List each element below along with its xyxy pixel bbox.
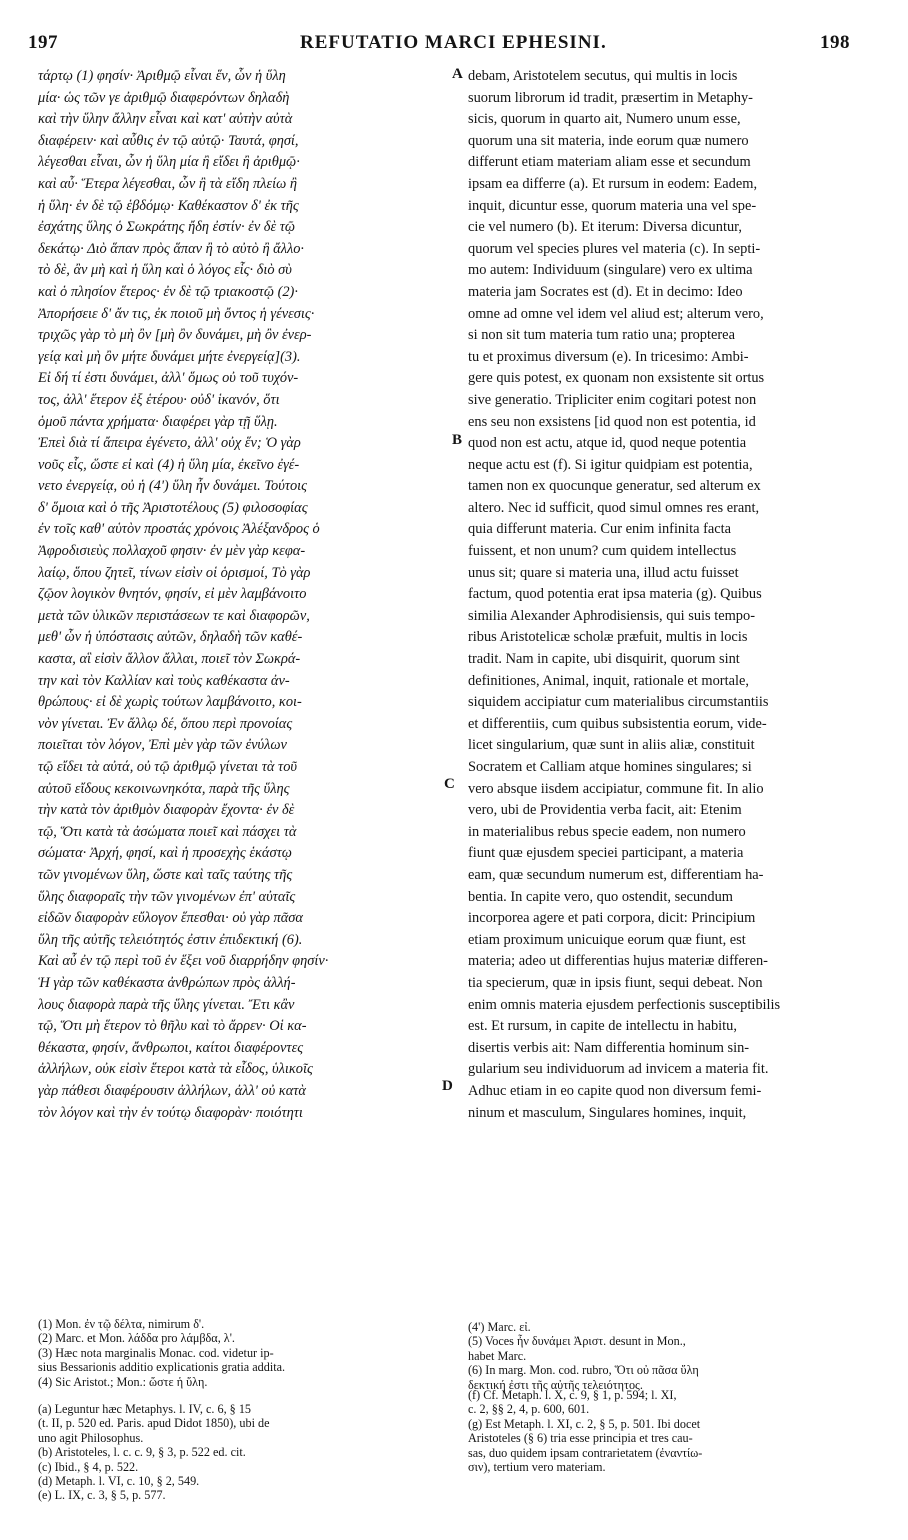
latin-text-line: altero. Nec id sufficit, quod simul omnes res erant,: [468, 499, 760, 516]
greek-text-line: ὕλη τῆς αὐτῆς τελειότητός ἐστιν ἐπιδεκτική (6).: [38, 931, 303, 948]
margin-letter-c: C: [444, 776, 455, 792]
footnote-line: (3) Hæc nota marginalis Monac. cod. videtur ip-: [38, 1345, 274, 1360]
latin-text-line: debam, Aristotelem secutus, qui multis in locis: [468, 68, 738, 84]
latin-text-line: tradit. Nam in capite, ubi disquirit, quorum sint: [468, 651, 740, 668]
latin-text-line: definitiones, Animal, inquit, rationale et mortale,: [468, 672, 749, 689]
latin-text-line: ninum et masculum, Singulares homines, inquit,: [468, 1104, 747, 1121]
margin-letter-b: B: [452, 432, 463, 448]
latin-text-line: enim omnis materia ejusdem perfectionis susceptibilis: [468, 996, 781, 1013]
greek-text-column: [38, 66, 452, 1124]
footnote-line: uno agit Philosophus.: [38, 1430, 144, 1445]
greek-text-line: Εἰ δή τί ἐστι δυνάμει, ἀλλ' ὅμως οὐ τοῦ τυχόν-: [38, 370, 299, 387]
latin-text-line: inquit, dicuntur esse, quorum materia una vel spe-: [468, 197, 757, 214]
page-number-right: 198: [820, 32, 850, 53]
latin-text-line: ribus Aristotelicæ scholæ præfuit, multis in locis: [468, 629, 748, 646]
greek-text-line: ἐσχάτης ὕλης ὁ Σωκράτης ἤδη ἐστίν· ἐν δὲ τῷ: [38, 219, 296, 236]
footnote-line: Aristoteles (§ 6) tria esse principia et tres cau-: [468, 1431, 693, 1446]
greek-text-line: τῷ, Ὅτι μὴ ἕτερον τὸ θῆλυ καὶ τὸ ἄρρεν· Οἱ κα-: [38, 1018, 307, 1035]
footnote-line: c. 2, §§ 2, 4, p. 600, 601.: [468, 1402, 590, 1417]
latin-text-line: omne ad omne vel idem vel aliud est; alterum vero,: [468, 305, 764, 322]
footnote-line: (e) L. IX, c. 3, § 5, p. 577.: [38, 1488, 166, 1503]
greek-text-line: λέγεσθαι εἶναι, ὧν ἡ ὕλη μία ἢ εἴδει ἢ ἀριθμῷ·: [38, 154, 300, 171]
latin-text-line: Adhuc etiam in eo capite quod non diversum femi-: [468, 1082, 762, 1099]
latin-text-line: sicis, quorum in quarto ait, Numero unum esse,: [468, 111, 741, 128]
greek-text-line: τριχῶς γὰρ τὸ μὴ ὂν [μὴ ὂν δυνάμει, μὴ ὂν ἐνερ-: [38, 327, 312, 344]
latin-text-line: siquidem accipiatur cum materialibus circumstantiis: [468, 694, 769, 711]
latin-text-line: ens seu non exsistens [id quod non est potentia, id: [468, 413, 756, 430]
greek-text-line: ποιεῖται τὸν λόγον, Ἐπὶ μὲν γὰρ τῶν ἐνύλων: [38, 737, 287, 754]
greek-text-line: νετο ἐνεργείᾳ, οὐ ἡ (4') ὕλη ἦν δυνάμει. Τούτοις: [38, 478, 308, 495]
margin-letter-d: D: [442, 1078, 453, 1094]
greek-text-line: ὁμοῦ πάντα χρήματα· διαφέρει γὰρ τῇ ὕλῃ.: [38, 413, 278, 430]
footnote-line: (4) Sic Aristot.; Mon.: ὥστε ἡ ὕλη.: [38, 1374, 208, 1389]
greek-text-line: λαίῳ, ὅπου ζητεῖ, τίνων εἰσὶν οἱ ὁρισμοί, Τὸ γὰρ: [38, 564, 311, 581]
page-number-left: 197: [28, 32, 58, 53]
greek-text-line: Ἀφροδισιεὺς πολλαχοῦ φησιν· ἐν μὲν γὰρ κεφα-: [38, 543, 306, 560]
greek-text-line: Ἀπορήσειε δ' ἄν τις, ἐκ ποιοῦ μὴ ὄντος ἡ γένεσις·: [38, 305, 315, 322]
footnote-line: (d) Metaph. l. VI, c. 10, § 2, 549.: [38, 1474, 200, 1489]
latin-text-line: suorum librorum id tradit, præsertim in Metaphy-: [468, 89, 753, 106]
footnote-line: (a) Leguntur hæc Metaphys. l. IV, c. 6, § 15: [38, 1402, 252, 1416]
greek-text-line: μεθ' ὧν ἡ ὑπόστασις αὐτῶν, δηλαδὴ τῶν καθέ-: [38, 629, 303, 646]
greek-text-line: τος, ἀλλ' ἕτερον ἐξ ἑτέρου· οὐδ' ἱκανόν, ὅτι: [38, 391, 280, 408]
greek-text-line: τάρτῳ (1) φησίν· Ἀριθμῷ εἶναι ἕν, ὧν ἡ ὕλη: [38, 68, 286, 84]
greek-text-line: Καὶ αὖ ἐν τῷ περὶ τοῦ ἐν ἕξει νοῦ διαρρήδην φησίν·: [38, 953, 329, 970]
latin-text-line: licet singularium, quæ sunt in aliis aliæ, constituit: [468, 737, 755, 754]
footnote-line: sas, duo quidem ipsam contrarietatem (ἐναντίω-: [468, 1445, 703, 1460]
running-header: [0, 32, 908, 58]
footnote-line: (6) In marg. Mon. cod. rubro, Ὅτι οὐ πᾶσα ὕλη: [468, 1363, 699, 1378]
latin-text-line: tamen non ex quocunque generatur, sed alterum ex: [468, 478, 761, 495]
latin-text-line: Socratem et Calliam atque homines singulares; si: [468, 759, 752, 775]
greek-text-line: δεκάτῳ· Διὸ ἅπαν πρὸς ἅπαν ἢ τὸ αὐτὸ ἢ ἄλλο·: [38, 240, 304, 257]
greek-text-line: τὸ δὲ, ἂν μὴ καὶ ἡ ὕλη καὶ ὁ λόγος εἷς· διὸ σὺ: [38, 262, 292, 279]
footnote-line: (b) Aristoteles, l. c. c. 9, § 3, p. 522 ed. cit.: [38, 1445, 246, 1460]
greek-text-line: καὶ αὖ· Ἕτερα λέγεσθαι, ὧν ἢ τὰ εἴδη πλείω ἢ: [38, 175, 298, 192]
greek-text-line: καστα, αἳ εἰσὶν ἄλλον ἄλλαι, ποιεῖ τὸν Σωκρά-: [38, 651, 301, 668]
latin-text-line: in materialibus rebus specie eadem, non numero: [468, 823, 746, 840]
greek-text-line: διαφέρειν· καὶ αὖθις ἐν τῷ αὐτῷ· Ταυτά, φησί,: [38, 132, 299, 149]
footnote-line: (g) Est Metaph. l. XI, c. 2, § 5, p. 501. Ibi docet: [468, 1416, 701, 1431]
latin-text-column: [468, 66, 868, 1124]
latin-text-line: bentia. In capite vero, quo ostendit, secundum: [468, 888, 733, 905]
greek-text-line: νοῦς εἷς, ὥστε εἰ καὶ (4) ἡ ὕλη μία, ἐκεῖνο ἐγέ-: [38, 456, 300, 473]
greek-text-line: νὸν γίνεται. Ἐν ἄλλῳ δέ, ὅπου περὶ προνοίας: [38, 715, 293, 732]
latin-text-line: eam, quæ secundum numerum est, differentiam ha-: [468, 866, 764, 883]
latin-text-line: si non sit tum materia tum ratio una; propterea: [468, 327, 735, 344]
latin-text-line: etiam proximum unicuique eorum quæ fiunt, est: [468, 931, 746, 948]
greek-text-line: τὸν λόγον καὶ τὴν ἐν τούτῳ διαφορὰν· ποιότητι: [38, 1104, 303, 1121]
latin-text-line: similia Alexander Aphrodisiensis, qui suis tempo-: [468, 607, 755, 624]
footnotes-lettered-left: [38, 1402, 458, 1503]
greek-text-line: Ἡ γὰρ τῶν καθέκαστα ἀνθρώπων πρὸς ἀλλή-: [38, 974, 296, 991]
greek-text-line: δ' ὅμοια καὶ ὁ τῆς Ἀριστοτέλους (5) φιλοσοφίας: [38, 499, 308, 516]
footnote-line: (f) Cf. Metaph. l. X, c. 9, § 1, p. 594; l. XI,: [468, 1388, 677, 1402]
latin-text-line: differunt etiam materiam aliam esse et secundum: [468, 154, 751, 171]
greek-text-line: ὕλης διαφοραῖς τὴν τῶν γινομένων ἐπ' αὐταῖς: [38, 888, 296, 905]
latin-text-line: sive generatio. Tripliciter enim cogitari potest non: [468, 391, 757, 408]
latin-text-line: quia differunt materia. Cur enim infinita facta: [468, 521, 732, 538]
greek-text-line: θρώπους· εἰ δὲ χωρὶς τούτων λαμβάνοιτο, κοι-: [38, 694, 302, 711]
latin-text-line: gularium seu individuorum ad invicem a materia fit.: [468, 1061, 769, 1078]
greek-text-line: καὶ ὁ πλησίον ἕτερος· ἐν δὲ τῷ τριακοστῷ (2)·: [38, 283, 298, 300]
latin-text-line: vero absque iisdem accipiatur, commune fit. In alio: [468, 780, 764, 797]
greek-text-line: τῷ, Ὅτι κατὰ τὰ ἀσώματα ποιεῖ καὶ πάσχει τὰ: [38, 823, 297, 840]
latin-text-line: est. Et rursum, in capite de intellectu in habitu,: [468, 1018, 737, 1035]
greek-text-line: ἀλλήλων, οὐκ εἰσὶν ἕτεροι κατὰ τὰ εἶδος, ὑλικοῖς: [38, 1061, 313, 1078]
footnote-line: (2) Marc. et Mon. λάδδα pro λάμβδα, λ'.: [38, 1331, 235, 1346]
footnotes-greek-numbered-right: [468, 1320, 876, 1392]
greek-text-line: τῶν γινομένων ὕλη, ὥστε καὶ ταῖς ταύτης τῆς: [38, 866, 293, 883]
latin-text-line: ipsam ea differre (a). Et rursum in eodem: Eadem,: [468, 175, 758, 192]
greek-text-line: καὶ τὴν ὕλην ἄλλην εἶναι καὶ κατ' αὐτὴν αὐτὰ: [38, 111, 293, 128]
footnote-line: sius Bessarionis additio explicationis gratia addita.: [38, 1360, 286, 1375]
footnote-line: habet Marc.: [468, 1348, 527, 1363]
latin-text-line: unus sit; quare si materia una, illud actu fuisset: [468, 564, 739, 581]
footnote-line: (5) Voces ἦν δυνάμει Ἀριστ. desunt in Mon.,: [468, 1334, 686, 1349]
footnotes-greek-numbered: [38, 1317, 458, 1389]
footnote-line: (c) Ibid., § 4, p. 522.: [38, 1459, 139, 1474]
footnote-line: (t. II, p. 520 ed. Paris. apud Didot 1850), ubi de: [38, 1416, 270, 1431]
greek-text-line: σώματα· Ἀρχή, φησί, καὶ ἡ προσεχὴς ἑκάστῳ: [38, 845, 292, 862]
latin-text-line: gere quis potest, ex quonam non exsistente sit ortus: [468, 370, 765, 387]
greek-text-line: την καὶ τὸν Καλλίαν καὶ τοὺς καθέκαστα ἀν-: [38, 672, 290, 689]
latin-text-line: mo autem: Individuum (singulare) vero ex ultima: [468, 262, 753, 279]
latin-text-line: tu et proximus diversum (e). In tricesimo: Ambi-: [468, 348, 749, 365]
latin-text-line: quorum vel species plures vel materia (c). In septi-: [468, 240, 761, 257]
latin-text-line: fuissent, et non unum? cum quidem intellectus: [468, 543, 737, 560]
footnote-line: σιν), tertium vero materiam.: [468, 1460, 606, 1475]
greek-text-line: θέκαστα, φησίν, ἄνθρωποι, καίτοι διαφέροντες: [38, 1039, 304, 1056]
latin-text-line: fiunt quæ ejusdem speciei participant, a materia: [468, 845, 744, 862]
greek-text-line: λους διαφορὰ παρὰ τῆς ὕλης γίνεται. Ἔτι κἂν: [38, 996, 295, 1013]
latin-text-line: quod non est actu, atque id, quod neque potentia: [468, 435, 747, 452]
margin-letter-a: A: [452, 66, 463, 82]
latin-text-line: disertis verbis ait: Nam differentia hominum sin-: [468, 1039, 750, 1056]
latin-text-line: et differentiis, cum quibus subsistentia eorum, vide-: [468, 715, 767, 732]
footnotes-lettered-right: [468, 1388, 876, 1474]
greek-text-line: ζῷον λογικὸν θνητόν, φησίν, εἰ μὲν λαμβάνοιτο: [38, 586, 307, 603]
greek-text-line: μία· ὡς τῶν γε ἀριθμῷ διαφερόντων δηλαδὴ: [38, 89, 290, 106]
greek-text-line: γείᾳ καὶ μὴ ὂν μήτε δυνάμει μήτε ἐνεργείᾳ](3).: [38, 348, 301, 365]
footnote-line: δεκτική ἐστι τῆς αὐτῆς τελειότητος.: [468, 1377, 643, 1392]
latin-text-line: neque actu est (f). Si igitur quidpiam est potentia,: [468, 456, 753, 473]
greek-text-line: εἰδῶν διαφορὰν εὔλογον ἕπεσθαι· οὐ γὰρ πᾶσα: [38, 910, 303, 927]
latin-text-line: cie vel numero (b). Et iterum: Diversa dicuntur,: [468, 219, 742, 236]
latin-text-line: vero, ubi de Providentia verba facit, ait: Etenim: [468, 802, 742, 819]
greek-text-line: τῷ εἴδει τὰ αὐτά, οὐ τῷ ἀριθμῷ γίνεται τὰ τοῦ: [38, 759, 297, 775]
latin-text-line: factum, quod potentia erat ipsa materia (g). Quibus: [468, 586, 762, 603]
latin-text-line: materia jam Socrates est (d). Et in decimo: Ideo: [468, 283, 743, 300]
greek-text-line: Ἐπεὶ διὰ τί ἄπειρα ἐγένετο, ἀλλ' οὐχ ἕν; Ὁ γὰρ: [38, 435, 301, 452]
greek-text-line: τὴν κατὰ τὸν ἀριθμὸν διαφορὰν ἔχοντα· ἐν δὲ: [38, 802, 295, 819]
greek-text-line: ἡ ὕλη· ἐν δὲ τῷ ἑβδόμῳ· Καθέκαστον δ' ἐκ τῆς: [38, 197, 299, 214]
footnote-line: (4') Marc. εἰ.: [468, 1320, 531, 1334]
running-title: REFUTATIO MARCI EPHESINI.: [300, 32, 607, 53]
greek-text-line: ἐν τοῖς καθ' αὑτὸν προστάς χρόνοις Ἀλέξανδρος ὁ: [38, 521, 320, 538]
latin-text-line: materia; adeo ut differentias hujus materiæ differen-: [468, 953, 768, 970]
latin-text-line: quorum una sit materia, inde eorum quæ numero: [468, 132, 749, 149]
footnote-line: (1) Mon. ἐν τῷ δέλτα, nimirum δ'.: [38, 1317, 205, 1331]
greek-text-line: γὰρ πάθεσι διαφέρουσιν ἀλλήλων, ἀλλ' οὐ κατὰ: [38, 1082, 306, 1099]
greek-text-line: αὐτοῦ εἴδους κεκοινωνηκότα, παρὰ τῆς ὕλης: [38, 780, 290, 797]
latin-text-line: tia specierum, quæ in ipsis fiunt, sequi debeat. Non: [468, 974, 763, 991]
latin-text-line: incorporea agere et pati corpora, dicit: Principium: [468, 910, 756, 927]
greek-text-line: μετὰ τῶν ὑλικῶν περιστάσεων τε καὶ διαφορῶν,: [38, 607, 310, 624]
